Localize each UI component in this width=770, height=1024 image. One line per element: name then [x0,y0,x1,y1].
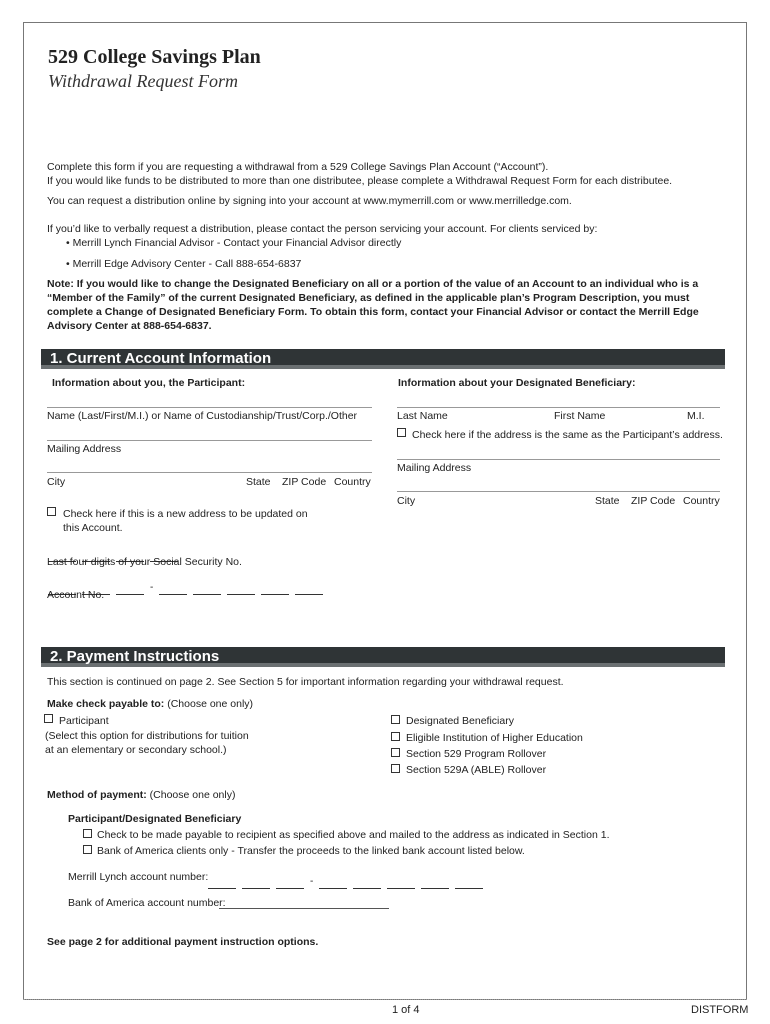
payable-to-heading [47,698,253,711]
ssn-label: Last four digits of your Social Security No. [47,556,242,568]
beneficiary-name-line[interactable] [397,407,720,408]
ml-account-label: Merrill Lynch account number: [68,871,209,883]
same-address-checkbox[interactable] [397,428,406,437]
designated-beneficiary-label: Designated Beneficiary [406,715,514,727]
method-bold: Method of payment: [47,789,147,801]
pd-heading: Participant/Designated Beneficiary [68,813,242,825]
section-1-title: 1. Current Account Information [50,350,272,367]
form-code: DISTFORM [691,1004,749,1016]
intro-line-3: You can request a distribution online by signing into your account at www.mymerrill.com or www.merrilledge.com. [47,195,572,207]
new-address-checkbox[interactable] [47,507,56,516]
page-number: 1 of 4 [392,1004,420,1016]
ml-account-blanks[interactable] [208,871,489,889]
beneficiary-first-name-label: First Name [554,410,606,422]
section-2-continued: This section is continued on page 2. See Section 5 for important information regarding your withdrawal request. [47,676,564,688]
beneficiary-mi-label: M.I. [687,410,705,422]
participant-mailing-label: Mailing Address [47,443,122,455]
ml-account-dash: - [310,876,314,887]
participant-city-line[interactable] [47,472,372,473]
beneficiary-city-line[interactable] [397,491,720,492]
designated-beneficiary-checkbox[interactable] [391,715,400,724]
payable-to-bold: Make check payable to: [47,698,165,710]
beneficiary-country-label: Country [683,495,720,507]
boa-account-line[interactable] [219,908,389,909]
participant-option-label: Participant [59,715,109,727]
beneficiary-city-label: City [397,495,416,507]
program-rollover-label: Section 529 Program Rollover [406,748,547,760]
participant-name-label: Name (Last/First/M.I.) or Name of Custodianship/Trust/Corp./Other [47,410,358,422]
intro-line-2: If you would like funds to be distributed to more than one distributee, please complete a Withdrawal Request Form for each distributee. [47,175,673,187]
beneficiary-state-label: State [595,495,620,507]
intro-line-4: If you’d like to verbally request a distribution, please contact the person servicing your account. For clients serviced by: [47,223,598,235]
boa-transfer-label: Bank of America clients only - Transfer the proceeds to the linked bank account listed below. [97,845,525,857]
beneficiary-zip-label: ZIP Code [631,495,676,507]
section-1-header [41,349,725,369]
participant-zip-label: ZIP Code [282,476,327,488]
method-heading [47,789,235,802]
participant-city-label: City [47,476,66,488]
participant-mailing-line[interactable] [47,440,372,441]
see-page-2: See page 2 for additional payment instruction options. [47,936,319,948]
new-address-label-2: this Account. [63,522,123,534]
participant-checkbox[interactable] [44,714,53,723]
payable-to-choose: (Choose one only) [164,698,254,710]
eligible-institution-label: Eligible Institution of Higher Education [406,732,583,744]
section-2-title: 2. Payment Instructions [50,648,220,665]
new-address-label-1: Check here if this is a new address to be updated on [63,508,308,520]
able-rollover-checkbox[interactable] [391,764,400,773]
section-2-header [41,647,725,667]
form-title: 529 College Savings Plan [48,46,261,68]
boa-account-label: Bank of America account number: [68,897,226,909]
beneficiary-heading: Information about your Designated Beneficiary: [398,377,636,389]
intro-line-1: Complete this form if you are requesting a withdrawal from a 529 College Savings Plan Account (“Account”). [47,161,549,173]
mail-check-checkbox[interactable] [83,829,92,838]
participant-option-note-1: (Select this option for distributions for tuition [45,730,249,742]
method-choose: (Choose one only) [146,789,236,801]
footer-divider [23,999,747,1000]
beneficiary-last-name-label: Last Name [397,410,448,422]
form-subtitle: Withdrawal Request Form [48,71,238,91]
intro-bullet-2: • Merrill Edge Advisory Center - Call 888-654-6837 [66,258,302,270]
participant-country-label: Country [334,476,371,488]
account-number-label: Account No. [47,589,105,601]
participant-option-note-2: at an elementary or secondary school.) [45,744,227,756]
beneficiary-note: Note: If you would like to change the Designated Beneficiary on all or a portion of the value of an Account to an individual who is a “Member of the Family” of the current Designated Beneficiary, as defined in the applicable plan’s Program Description, you must complete a Change of Designated Beneficiary Form. To obtain this form, contact your Financial Advisor or contact the Merrill Edge Advisory Center at 888-654-6837. [47,278,699,332]
participant-name-line[interactable] [47,407,372,408]
account-dash: - [150,582,154,593]
same-address-label: Check here if the address is the same as the Participant’s address. [412,429,723,441]
eligible-institution-checkbox[interactable] [391,732,400,741]
program-rollover-checkbox[interactable] [391,748,400,757]
participant-state-label: State [246,476,271,488]
boa-transfer-checkbox[interactable] [83,845,92,854]
mail-check-label: Check to be made payable to recipient as specified above and mailed to the address as indicated in Section 1. [97,829,610,841]
intro-bullet-1: • Merrill Lynch Financial Advisor - Contact your Financial Advisor directly [66,237,402,249]
beneficiary-mailing-label: Mailing Address [397,462,472,474]
participant-heading: Information about you, the Participant: [52,377,246,389]
able-rollover-label: Section 529A (ABLE) Rollover [406,764,547,776]
beneficiary-mailing-line[interactable] [397,459,720,460]
